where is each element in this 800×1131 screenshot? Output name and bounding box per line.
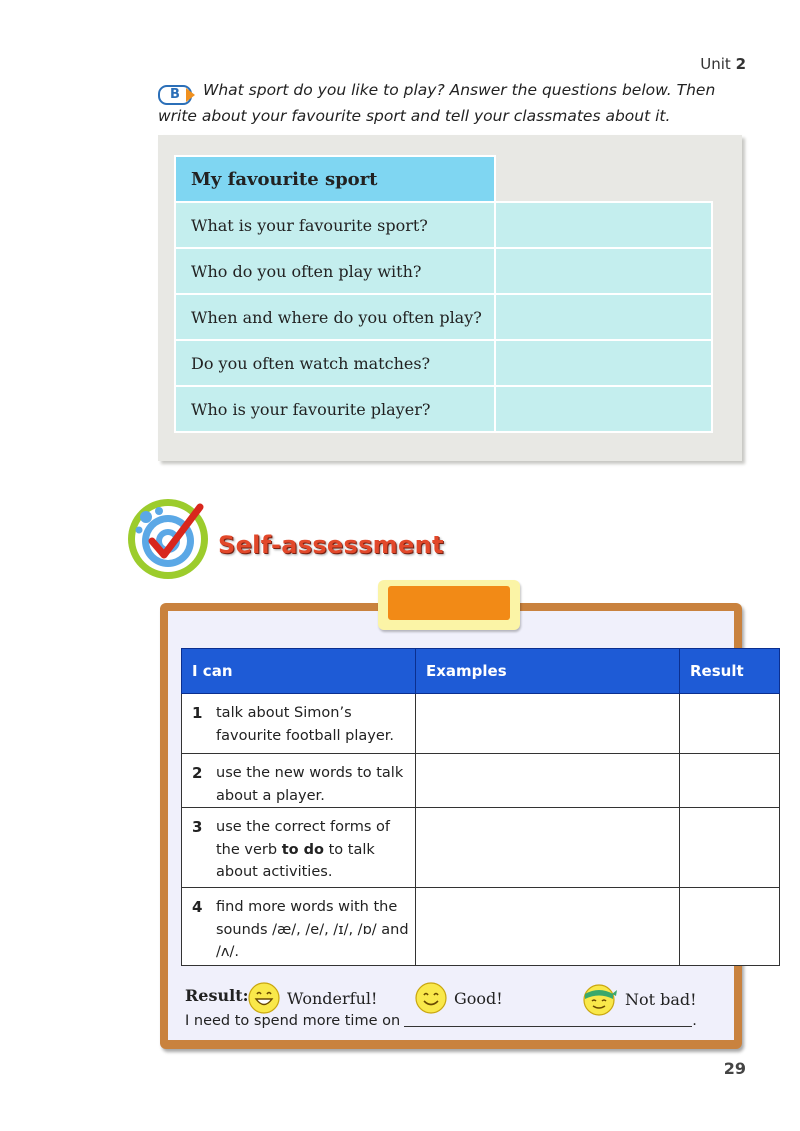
play-arrow-icon bbox=[186, 88, 195, 102]
row-number: 2 bbox=[192, 764, 203, 782]
rating-label: Not bad! bbox=[625, 989, 697, 1009]
rating-label: Wonderful! bbox=[287, 988, 378, 1008]
table-header-row bbox=[175, 156, 712, 202]
table-row bbox=[182, 754, 780, 808]
spend-text: I need to spend more time on bbox=[185, 1013, 401, 1029]
smiley-grin-icon bbox=[247, 982, 281, 1014]
examples-cell[interactable] bbox=[416, 888, 680, 966]
question-cell: When and where do you often play? bbox=[175, 294, 495, 340]
question-cell: Do you often watch matches? bbox=[175, 340, 495, 386]
assessment-header-row bbox=[182, 649, 780, 694]
result-label: Result: bbox=[185, 986, 249, 1005]
i-can-text: use the new words to talk about a player. bbox=[216, 765, 404, 804]
column-header-result: Result bbox=[680, 649, 780, 694]
question-cell: Who is your favourite player? bbox=[175, 386, 495, 432]
result-legend bbox=[185, 982, 705, 1010]
favourite-sport-table bbox=[174, 155, 713, 433]
i-can-text: talk about Simon’s favourite football player. bbox=[216, 705, 394, 744]
i-can-text-bold: to do bbox=[281, 841, 324, 858]
clipboard-clip-tab bbox=[388, 586, 510, 620]
rating-good bbox=[414, 982, 503, 1014]
rating-not-bad bbox=[581, 982, 697, 1016]
section-b-instruction bbox=[158, 79, 738, 127]
i-can-cell bbox=[182, 754, 416, 808]
favourite-sport-panel bbox=[158, 135, 742, 461]
answer-cell[interactable] bbox=[495, 386, 712, 432]
row-number: 4 bbox=[192, 898, 203, 916]
column-header-examples: Examples bbox=[416, 649, 680, 694]
spend-end: . bbox=[692, 1013, 697, 1029]
spend-more-time-line bbox=[185, 1013, 697, 1029]
unit-label bbox=[700, 55, 746, 73]
answer-cell[interactable] bbox=[495, 294, 712, 340]
i-can-cell bbox=[182, 888, 416, 966]
examples-cell[interactable] bbox=[416, 754, 680, 808]
unit-word: Unit bbox=[700, 55, 731, 73]
table-row bbox=[175, 340, 712, 386]
smiley-bandana-icon bbox=[581, 982, 619, 1016]
examples-cell[interactable] bbox=[416, 694, 680, 754]
checkmark-target-icon bbox=[126, 497, 210, 586]
question-cell: Who do you often play with? bbox=[175, 248, 495, 294]
result-cell[interactable] bbox=[680, 808, 780, 888]
i-can-cell bbox=[182, 694, 416, 754]
self-assessment-title: Self-assessment bbox=[218, 531, 444, 559]
rating-label: Good! bbox=[454, 988, 503, 1008]
section-b-letter: B bbox=[158, 85, 192, 105]
table-row bbox=[182, 694, 780, 754]
i-can-text bbox=[216, 816, 413, 884]
table-row bbox=[175, 202, 712, 248]
clipboard-clip bbox=[378, 580, 520, 630]
i-can-cell bbox=[182, 808, 416, 888]
result-cell[interactable] bbox=[680, 754, 780, 808]
page-number: 29 bbox=[723, 1059, 746, 1078]
question-cell: What is your favourite sport? bbox=[175, 202, 495, 248]
unit-number: 2 bbox=[735, 55, 746, 73]
table-row bbox=[182, 808, 780, 888]
smiley-smile-icon bbox=[414, 982, 448, 1014]
i-can-text-before: use the correct forms of the verb bbox=[216, 819, 391, 858]
section-b-badge bbox=[158, 85, 195, 105]
table-title: My favourite sport bbox=[175, 156, 495, 202]
instruction-text: What sport do you like to play? Answer the questions below. Then write about your favourite sport and tell your classmates about it. bbox=[158, 81, 716, 125]
rating-wonderful bbox=[247, 982, 377, 1014]
table-row bbox=[175, 248, 712, 294]
result-cell[interactable] bbox=[680, 694, 780, 754]
i-can-text-after: to talk about activities. bbox=[216, 841, 375, 880]
self-assessment-table bbox=[181, 648, 780, 966]
column-header-i-can: I can bbox=[182, 649, 416, 694]
row-number: 1 bbox=[192, 704, 203, 722]
table-row bbox=[182, 888, 780, 966]
row-number: 3 bbox=[192, 818, 203, 836]
table-header-blank bbox=[495, 156, 712, 202]
spend-blank-field[interactable] bbox=[404, 1026, 692, 1027]
answer-cell[interactable] bbox=[495, 248, 712, 294]
examples-cell[interactable] bbox=[416, 808, 680, 888]
result-cell[interactable] bbox=[680, 888, 780, 966]
table-row bbox=[175, 294, 712, 340]
i-can-text: find more words with the sounds /æ/, /e/, /ɪ/, /ɒ/ and /ʌ/. bbox=[216, 899, 409, 960]
table-row bbox=[175, 386, 712, 432]
answer-cell[interactable] bbox=[495, 202, 712, 248]
answer-cell[interactable] bbox=[495, 340, 712, 386]
